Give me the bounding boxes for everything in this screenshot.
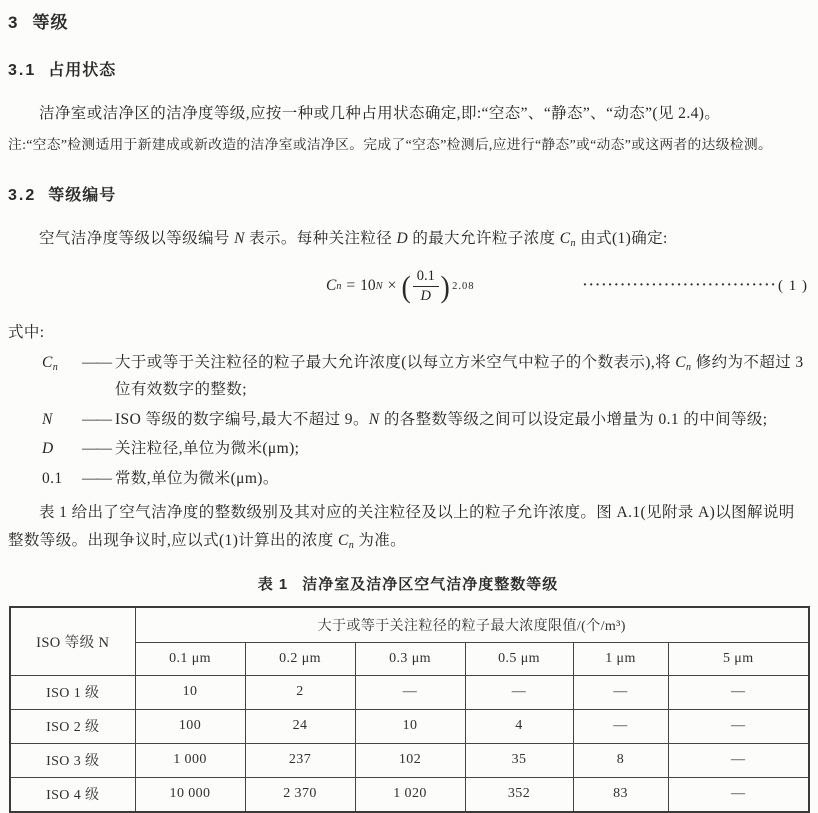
table-cell: —: [668, 675, 809, 709]
table-header-size-0-1um: 0.1 μm: [135, 642, 245, 675]
table-row-iso-1: [10, 675, 809, 709]
eq-exponent-N: N: [375, 280, 383, 292]
definition-N: [8, 406, 808, 434]
definition-text-0-1: 常数,单位为微米(μm)。: [115, 470, 279, 488]
section-3-title: 等级: [32, 13, 69, 32]
text-run: 空气洁净度等级以等级编号: [39, 230, 235, 248]
text-run: 为准。: [354, 531, 407, 549]
fraction-numerator: 0.1: [413, 268, 439, 287]
row-label: ISO 4 级: [10, 777, 135, 812]
multiplication-sign: ×: [387, 277, 397, 295]
equation-1-expression: [326, 268, 475, 304]
equation-number: ( 1 ): [778, 277, 808, 294]
table-cell: 10: [135, 675, 245, 709]
paragraph-table-intro: [8, 499, 808, 555]
table-cell: 24: [245, 709, 355, 743]
definition-text-N: [115, 406, 808, 434]
table-cell: 4: [465, 709, 573, 743]
definition-text-D: 关注粒径,单位为微米(μm);: [115, 440, 300, 458]
row-label: ISO 2 级: [10, 709, 135, 743]
table-cell: —: [668, 743, 809, 777]
definition-term-D: D: [42, 440, 54, 458]
table-cell: —: [668, 709, 809, 743]
section-3-2-number: 3.2: [8, 187, 37, 205]
definition-dash: ——: [82, 410, 111, 428]
note-paragraph: 注:“空态”检测适用于新建成或新改造的洁净室或洁净区。完成了“空态”检测后,应进行“静态”或“动态”或这两者的达级检测。: [8, 136, 773, 152]
fraction-denominator: D: [420, 287, 431, 304]
text-run: 表示。每种关注粒径: [244, 230, 397, 248]
equals-sign: =: [346, 277, 356, 295]
section-3-1-heading: [8, 57, 808, 80]
left-paren: (: [401, 268, 412, 304]
dotted-leader: ·······························: [582, 278, 777, 294]
section-3-heading: [8, 8, 808, 33]
table-cell: —: [668, 777, 809, 812]
text-run: ISO 等级的数字编号,最大不超过 9。: [115, 410, 369, 428]
table-caption-title: 洁净室及洁净区空气洁净度整数等级: [302, 575, 559, 593]
table-caption-label: 表 1: [257, 575, 289, 593]
table-cell: —: [573, 675, 668, 709]
definition-dash: ——: [82, 470, 111, 488]
table-cell: 102: [355, 743, 465, 777]
eq-exponent-2-08: 2.08: [452, 280, 475, 292]
right-paren: ): [440, 268, 450, 304]
text-run: 的最大允许粒子浓度: [408, 230, 560, 248]
definition-Cn: [8, 349, 808, 404]
variable-Cn-subscript: n: [570, 238, 576, 250]
variable-Cn-subscript: n: [686, 361, 692, 373]
table-cell: 83: [573, 777, 668, 812]
table-cell: 8: [573, 743, 668, 777]
table-cell: 237: [245, 743, 355, 777]
definition-0-1: [8, 465, 808, 493]
variable-Cn-subscript: n: [348, 539, 355, 551]
table-cell: 352: [465, 777, 573, 812]
table-cell: 100: [135, 709, 245, 743]
row-label: ISO 1 级: [10, 675, 135, 709]
text-run: 大于或等于关注粒径的粒子最大允许浓度(以每立方米空气中粒子的个数表示),将: [115, 353, 676, 371]
text-run: 的各整数等级之间可以设定最小增量为 0.1 的中间等级;: [379, 410, 768, 428]
table-row-iso-3: [10, 743, 809, 777]
section-3-1-number: 3.1: [8, 62, 37, 79]
section-3-1-title: 占用状态: [48, 62, 117, 79]
variable-N: N: [234, 230, 245, 248]
table-header-size-1um: 1 μm: [573, 642, 668, 675]
table-header-size-0-5um: 0.5 μm: [465, 642, 573, 675]
text-run: 修约为不超过 3 位有效数字的整数;: [115, 353, 804, 399]
table-cell: —: [573, 709, 668, 743]
fraction: [413, 268, 439, 304]
variable-Cn: C: [42, 353, 53, 371]
table-header-size-0-2um: 0.2 μm: [245, 642, 355, 675]
table-header-iso-class: ISO 等级 N: [10, 607, 135, 676]
definition-D: [8, 435, 808, 463]
table-row-iso-4: [10, 777, 809, 812]
table-cell: 1 000: [135, 743, 245, 777]
cleanliness-class-table: [9, 606, 810, 813]
definition-term-Cn: [42, 349, 82, 404]
paragraph-occupancy-states: 洁净室或洁净区的洁净度等级,应按一种或几种占用状态确定,即:“空态”、“静态”、“动态”(见 2.4)。: [39, 105, 721, 122]
table-1-caption: [8, 573, 808, 594]
definition-dash: ——: [82, 440, 111, 458]
definition-term-0-1: 0.1: [42, 470, 63, 488]
definition-text-Cn: [115, 349, 808, 404]
table-cell: —: [465, 675, 573, 709]
table-cell: 35: [465, 743, 573, 777]
table-header-size-5um: 5 μm: [668, 642, 809, 675]
row-label: ISO 3 级: [10, 743, 135, 777]
variable-Cn-subscript: n: [52, 361, 59, 373]
variable-Cn: C: [675, 353, 687, 371]
text-run: 由式(1)确定:: [575, 230, 668, 248]
equation-1: [8, 263, 808, 309]
definition-term-N: N: [42, 410, 53, 428]
section-3-number: 3: [8, 13, 19, 32]
table-cell: 2: [245, 675, 355, 709]
table-cell: 1 020: [355, 777, 465, 812]
paragraph-class-number: [8, 225, 808, 253]
section-3-2-title: 等级编号: [48, 187, 117, 205]
eq-lhs: C: [326, 277, 337, 295]
eq-base-10: 10: [360, 277, 376, 295]
table-header-concentration-limit: 大于或等于关注粒径的粒子最大浓度限值/(个/m³): [135, 607, 809, 643]
table-row-iso-2: [10, 709, 809, 743]
text-run: 表 1 给出了空气洁净度的整数级别及其对应的关注粒径及以上的粒子允许浓度。图 A.1(见附录 A)以图解说明整数等级。出现争议时,应以式(1)计算出的浓度: [8, 503, 795, 549]
eq-lhs-subscript: n: [336, 280, 342, 292]
table-cell: 10: [355, 709, 465, 743]
table-cell: 2 370: [245, 777, 355, 812]
variable-Cn: C: [337, 531, 349, 549]
variable-N: N: [368, 410, 380, 428]
table-header-size-0-3um: 0.3 μm: [355, 642, 465, 675]
section-3-2-heading: [8, 182, 808, 205]
definition-dash: ——: [82, 353, 111, 371]
table-cell: 10 000: [135, 777, 245, 812]
variable-D: D: [396, 230, 409, 248]
variable-Cn: C: [559, 230, 571, 248]
where-label: 式中:: [8, 324, 45, 342]
table-cell: —: [355, 675, 465, 709]
